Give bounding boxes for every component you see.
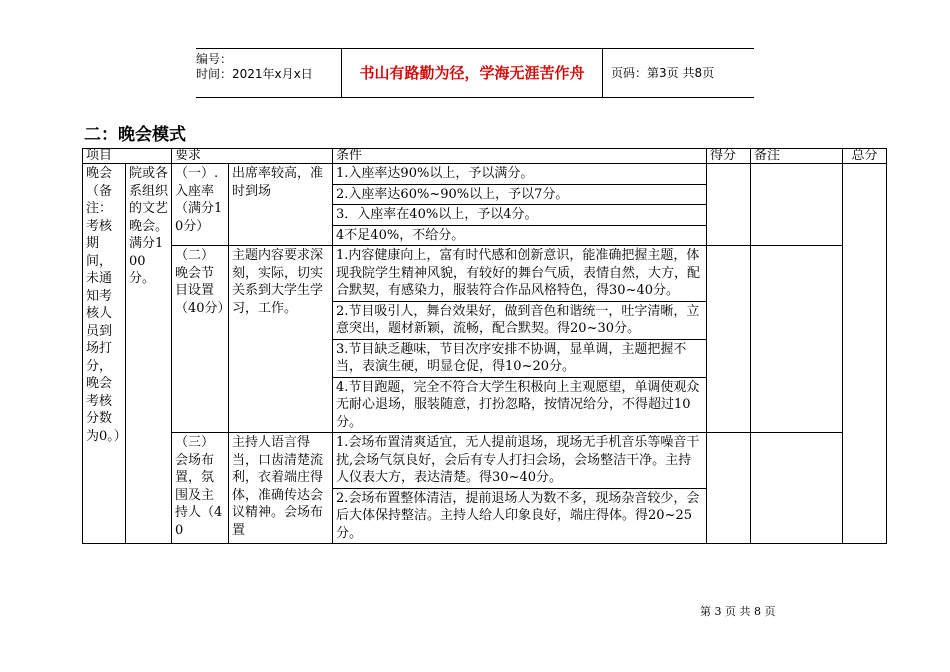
group-2-requirement: 主题内容要求深刻，实际，切实关系到大学生学习，工作。 <box>229 246 333 433</box>
score-cell <box>707 164 751 246</box>
table-row <box>83 433 887 489</box>
header-remark: 备注 <box>751 149 843 164</box>
header-project: 项目 <box>83 149 172 164</box>
condition-cell: 4不足40%，不给分。 <box>333 225 707 246</box>
section-title: 二：晚会模式 <box>84 125 186 145</box>
condition-cell: 1.内容健康向上，富有时代感和创新意识，能准确把握主题，体现我院学生精神风貌，有较好的舞台气质，表情自然，大方，配合默契，有感染力，服装符合作品风格特色，得30~40分。 <box>333 246 707 302</box>
table-header-row <box>83 149 887 164</box>
header-score: 得分 <box>707 149 751 164</box>
group-1-requirement: 出席率较高，准时到场 <box>229 164 333 246</box>
group-3-requirement: 主持人语言得当，口齿清楚流利，衣着端庄得体，准确传达会议精神。会场布置 <box>229 433 333 544</box>
condition-cell: 2.会场布置整体清洁，提前退场人为数不多，现场杂音较少，会后大体保持整洁。主持人给人印象良好，端庄得体。得20~25分。 <box>333 488 707 544</box>
group-2-title: （二）晚会节目设置（40分） <box>172 246 229 433</box>
total-cell <box>843 164 887 544</box>
table-row <box>83 164 887 185</box>
score-cell <box>707 246 751 433</box>
group-1-title: （一）.入座率（满分10分） <box>172 164 229 246</box>
header-meta <box>196 49 341 97</box>
header-motto: 书山有路勤为径，学海无涯苦作舟 <box>341 49 603 97</box>
header-total: 总分 <box>843 149 887 164</box>
condition-cell: 3.节目缺乏趣味，节目次序安排不协调，显单调，主题把握不当，表演生硬，明显仓促，得10~20分。 <box>333 339 707 377</box>
header-page-code: 页码：第3页 共8页 <box>611 66 715 80</box>
project-cell: 晚会（备注：考核期间，未通知考核人员到场打分，晚会考核分数为0。） <box>83 164 126 544</box>
group-3-title: （三）会场布置，氛围及主持人（40 <box>172 433 229 544</box>
condition-cell: 1.入座率达90%以上，予以满分。 <box>333 164 707 185</box>
condition-cell: 2.节目吸引人，舞台效果好，做到音色和谐统一，吐字清晰，立意突出，题材新颖，流畅，配合默契。得20~30分。 <box>333 301 707 339</box>
condition-cell: 2.入座率达60%~90%以上，予以7分。 <box>333 184 707 205</box>
page-header <box>196 48 754 98</box>
header-requirement: 要求 <box>172 149 333 164</box>
remark-cell <box>751 164 843 246</box>
condition-cell: 3．入座率在40%以上，予以4分。 <box>333 205 707 226</box>
time-label: 时间：2021年x月x日 <box>196 67 313 81</box>
page-footer: 第 3 页 共 8 页 <box>700 605 776 618</box>
score-cell <box>707 433 751 544</box>
remark-cell <box>751 246 843 433</box>
table-row <box>83 246 887 302</box>
number-label: 编号： <box>196 52 233 66</box>
condition-cell: 4.节目跑题，完全不符合大学生积极向上主观愿望，单调使观众无耐心退场，服装随意，打扮忽略，按情况给分，不得超过10分。 <box>333 377 707 433</box>
remark-cell <box>751 433 843 544</box>
scoring-table <box>82 148 887 544</box>
project-desc-cell: 院或各系组织的文艺晚会。满分100分。 <box>126 164 172 544</box>
header-conditions: 条件 <box>333 149 707 164</box>
condition-cell: 1.会场布置清爽适宜，无人提前退场，现场无手机音乐等噪音干扰,会场气氛良好，会后有专人打扫会场，会场整洁干净。主持人仪表大方，表达清楚。得30~40分。 <box>333 433 707 489</box>
